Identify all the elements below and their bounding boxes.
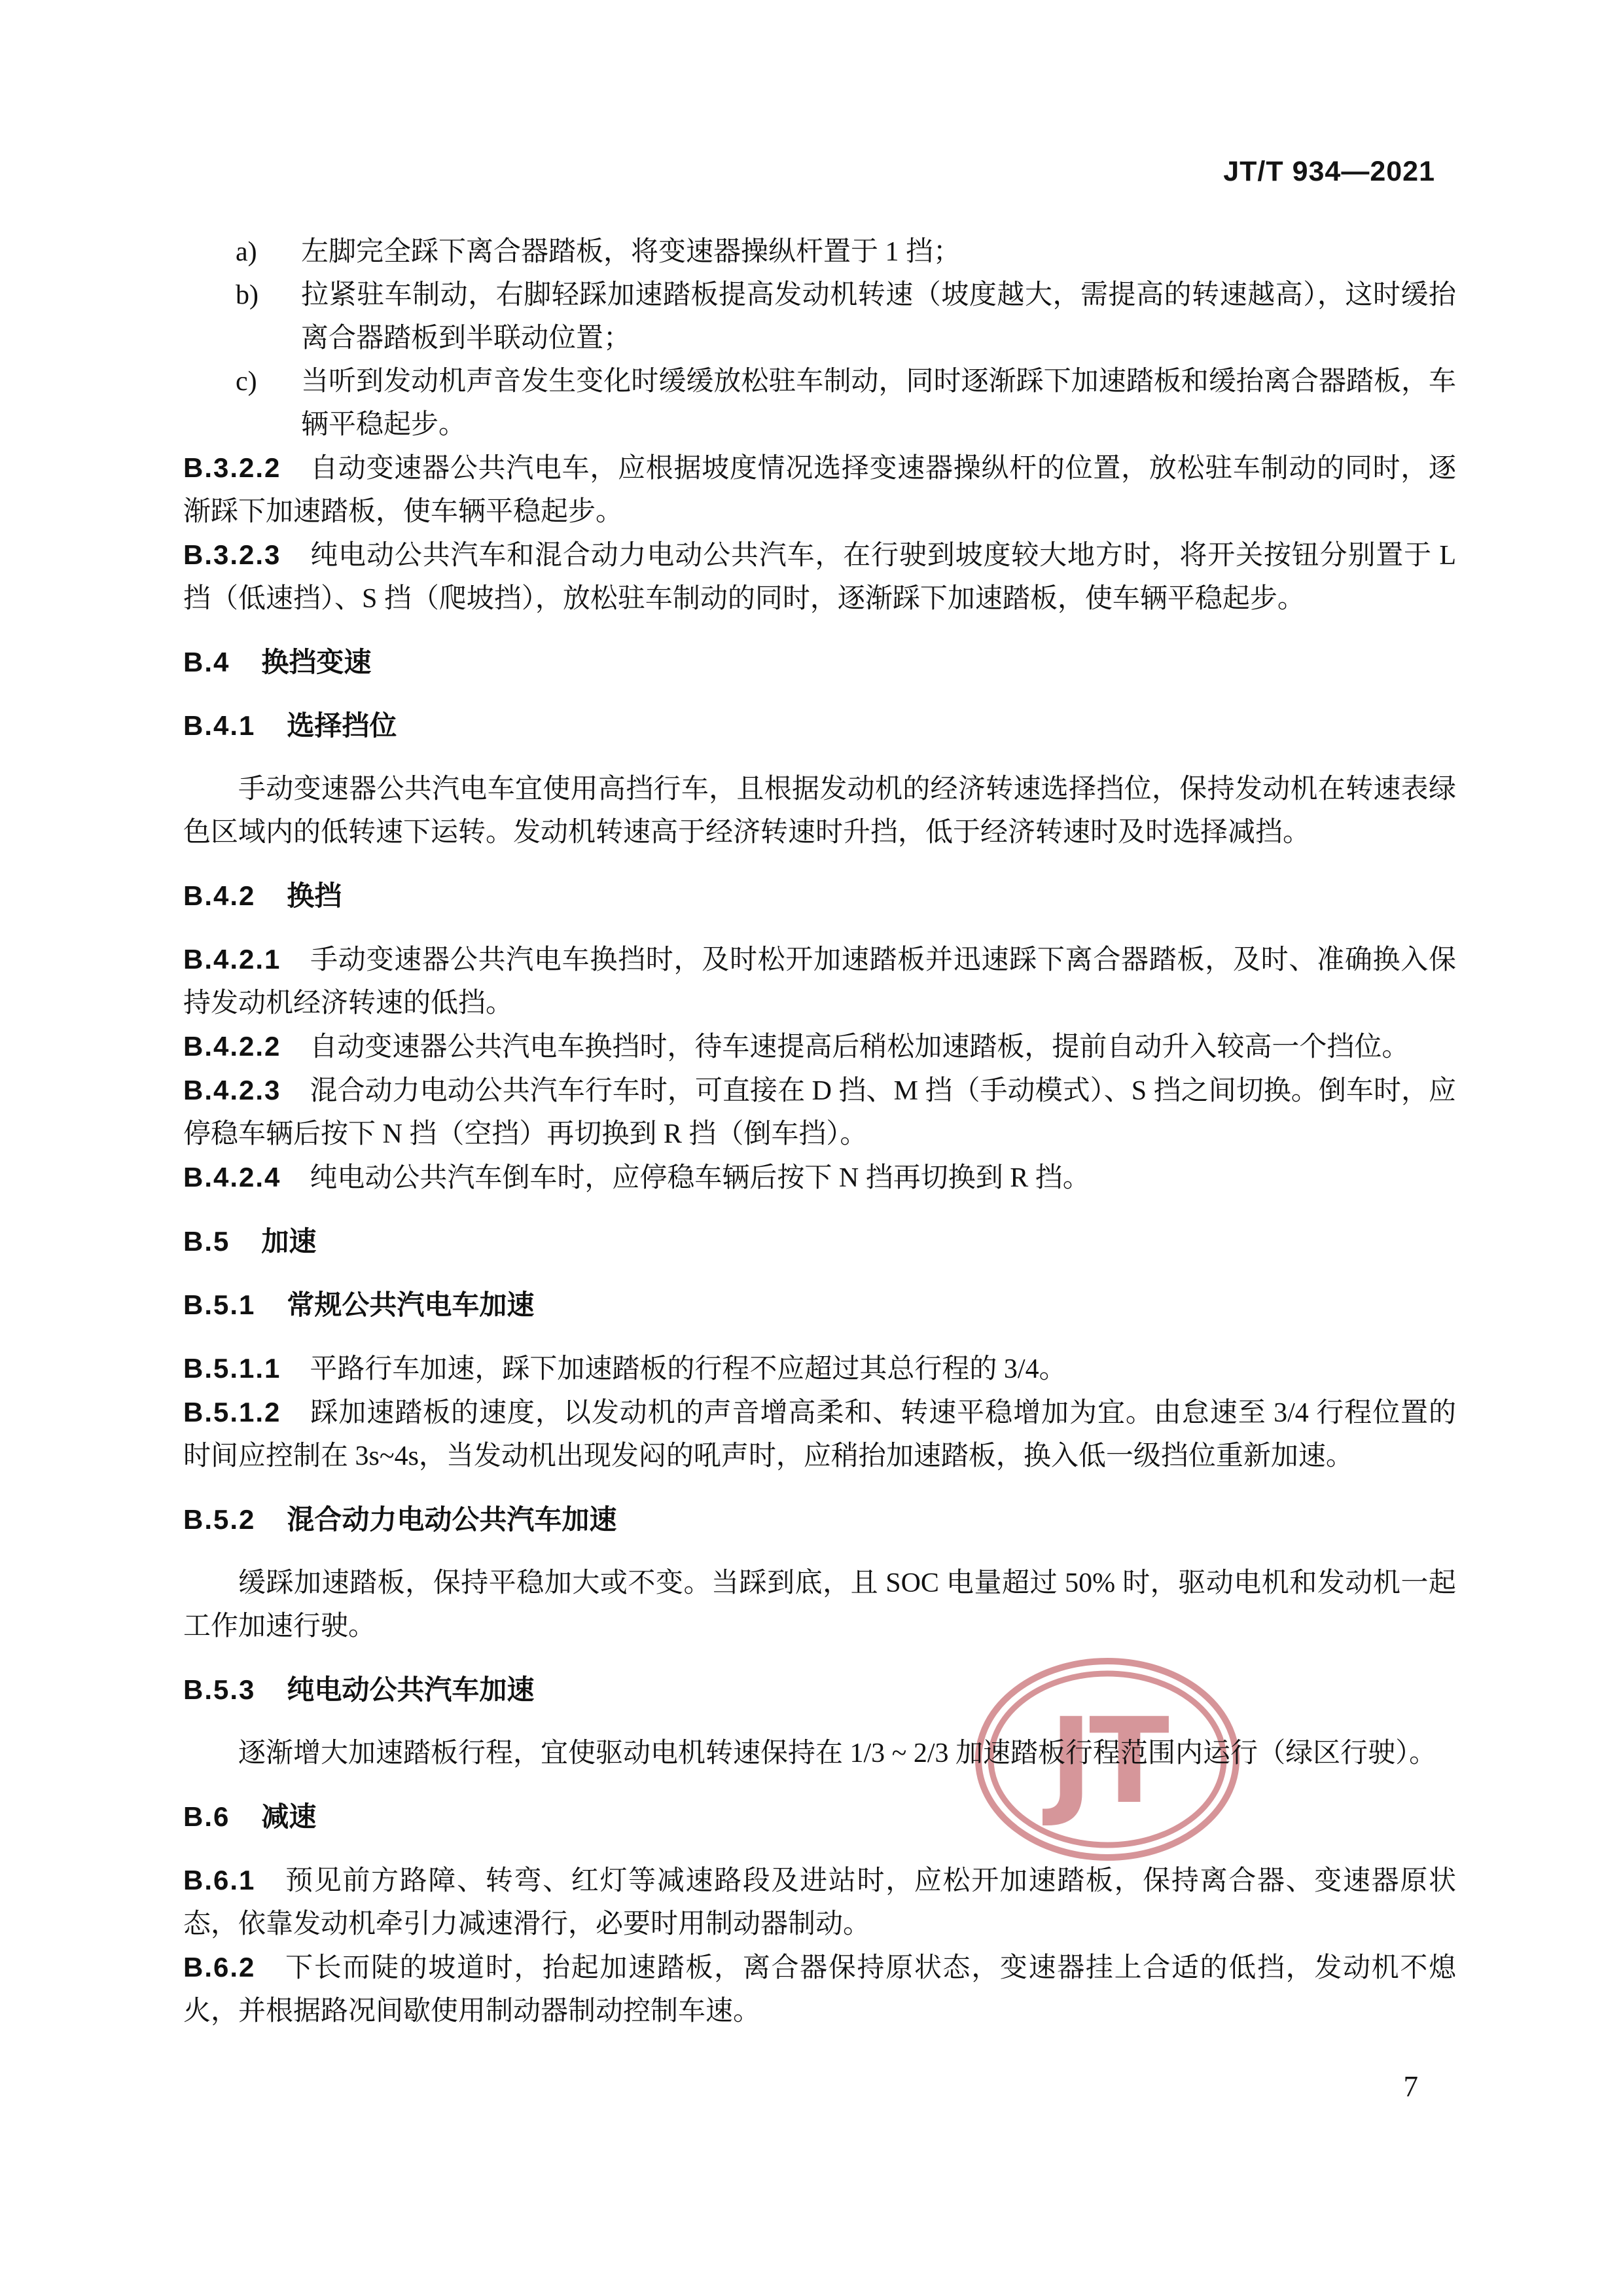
clause-number: B.3.2.2 [183,452,281,483]
heading-number: B.4 [183,647,230,677]
heading-number: B.5 [183,1226,230,1257]
clause-number: B.6.2 [183,1952,256,1982]
list-item [183,230,1456,274]
clause-number: B.6.1 [183,1865,256,1895]
heading-text: 换挡 [287,880,342,911]
heading-text: 减速 [261,1801,317,1832]
list-item [183,360,1456,446]
heading-text: 混合动力电动公共汽车加速 [287,1504,617,1535]
clause-number: B.5.1.2 [183,1397,281,1427]
clause-text: 纯电动公共汽车倒车时，应停稳车辆后按下 N 挡再切换到 R 挡。 [310,1163,1090,1193]
clause-paragraph [183,1025,1456,1069]
heading-number: B.5.2 [183,1504,256,1535]
list-item [183,274,1456,360]
list-item-text: 左脚完全踩下离合器踏板，将变速器操纵杆置于 1 挡； [301,237,961,267]
clause-paragraph [183,1069,1456,1156]
clause-number: B.4.2.2 [183,1031,281,1062]
clause-number: B.5.1.1 [183,1353,281,1384]
body-paragraph: 缓踩加速踏板，保持平稳加大或不变。当踩到底，且 SOC 电量超过 50% 时，驱动电机和发动机一起工作加速行驶。 [183,1568,1456,1641]
clause-paragraph [183,938,1456,1025]
list-item-label: a) [236,237,257,267]
section-heading [183,1795,1456,1839]
body-paragraph: 手动变速器公共汽电车宜使用高挡行车，且根据发动机的经济转速选择挡位，保持发动机在转速表绿色区域内的低转速下运转。发动机转速高于经济转速时升挡，低于经济转速时及时选择减挡。 [183,774,1456,848]
clause-paragraph [183,1946,1456,2033]
section-heading [183,1283,1456,1327]
heading-text: 换挡变速 [261,647,372,677]
clause-text: 自动变速器公共汽电车，应根据坡度情况选择变速器操纵杆的位置，放松驻车制动的同时，逐渐踩下加速踏板，使车辆平稳起步。 [183,454,1456,527]
clause-text: 下长而陡的坡道时，抬起加速踏板，离合器保持原状态，变速器挂上合适的低挡，发动机不熄火，并根据路况间歇使用制动器制动控制车速。 [183,1953,1456,2026]
clause-text: 自动变速器公共汽电车换挡时，待车速提高后稍松加速踏板，提前自动升入较高一个挡位。 [310,1032,1410,1062]
section-heading [183,704,1456,747]
clause-text: 平路行车加速，踩下加速踏板的行程不应超过其总行程的 3/4。 [310,1354,1067,1384]
heading-number: B.5.1 [183,1289,256,1320]
clause-number: B.4.2.1 [183,944,281,975]
list-item-label: c) [236,367,257,397]
heading-text: 加速 [261,1226,317,1257]
doc-number-header: JT/T 934—2021 [1223,156,1435,187]
heading-number: B.4.1 [183,710,256,741]
list-item-label: b) [236,280,259,310]
body-paragraph: 逐渐增大加速踏板行程，宜使驱动电机转速保持在 1/3 ~ 2/3 加速踏板行程范围内运行（绿区行驶）。 [238,1738,1437,1768]
section-heading [183,1668,1456,1712]
clause-text: 手动变速器公共汽电车换挡时，及时松开加速踏板并迅速踩下离合器踏板，及时、准确换入保持发动机经济转速的低挡。 [183,945,1456,1018]
heading-number: B.5.3 [183,1674,256,1705]
clause-text: 踩加速踏板的速度，以发动机的声音增高柔和、转速平稳增加为宜。由怠速至 3/4 行程位置的时间应控制在 3s~4s，当发动机出现发闷的吼声时，应稍抬加速踏板，换入低一级挡位重新加速。 [183,1398,1456,1471]
section-heading [183,1220,1456,1263]
clause-paragraph [183,1859,1456,1946]
clause-number: B.4.2.4 [183,1162,281,1193]
heading-number: B.6 [183,1801,230,1832]
clause-number: B.3.2.3 [183,539,281,570]
clause-text: 预见前方路障、转弯、红灯等减速路段及进站时，应松开加速踏板，保持离合器、变速器原状态，依靠发动机牵引力减速滑行，必要时用制动器制动。 [183,1866,1456,1939]
list-item-text: 拉紧驻车制动，右脚轻踩加速踏板提高发动机转速（坡度越大，需提高的转速越高），这时缓抬离合器踏板到半联动位置； [301,280,1456,353]
section-heading [183,641,1456,684]
clause-paragraph [183,533,1456,620]
section-heading [183,874,1456,918]
clause-paragraph [183,1156,1456,1200]
clause-paragraph [183,446,1456,533]
clause-paragraph [183,1347,1456,1391]
clause-paragraph [183,1391,1456,1478]
page-number: 7 [1403,2070,1418,2103]
list-item-text: 当听到发动机声音发生变化时缓缓放松驻车制动，同时逐渐踩下加速踏板和缓抬离合器踏板，车辆平稳起步。 [301,367,1456,440]
clause-text: 混合动力电动公共汽车行车时，可直接在 D 挡、M 挡（手动模式）、S 挡之间切换。倒车时，应停稳车辆后按下 N 挡（空挡）再切换到 R 挡（倒车挡）。 [183,1076,1456,1149]
clause-number: B.4.2.3 [183,1075,281,1105]
page-body [183,230,1456,2033]
heading-text: 常规公共汽电车加速 [287,1289,535,1320]
heading-text: 选择挡位 [287,710,397,741]
section-heading [183,1498,1456,1541]
clause-text: 纯电动公共汽车和混合动力电动公共汽车，在行驶到坡度较大地方时，将开关按钮分别置于 L 挡（低速挡）、S 挡（爬坡挡），放松驻车制动的同时，逐渐踩下加速踏板，使车辆平稳起步。 [183,541,1456,614]
heading-number: B.4.2 [183,880,256,911]
heading-text: 纯电动公共汽车加速 [287,1674,535,1705]
watermark-letters: JT [1049,1693,1166,1830]
